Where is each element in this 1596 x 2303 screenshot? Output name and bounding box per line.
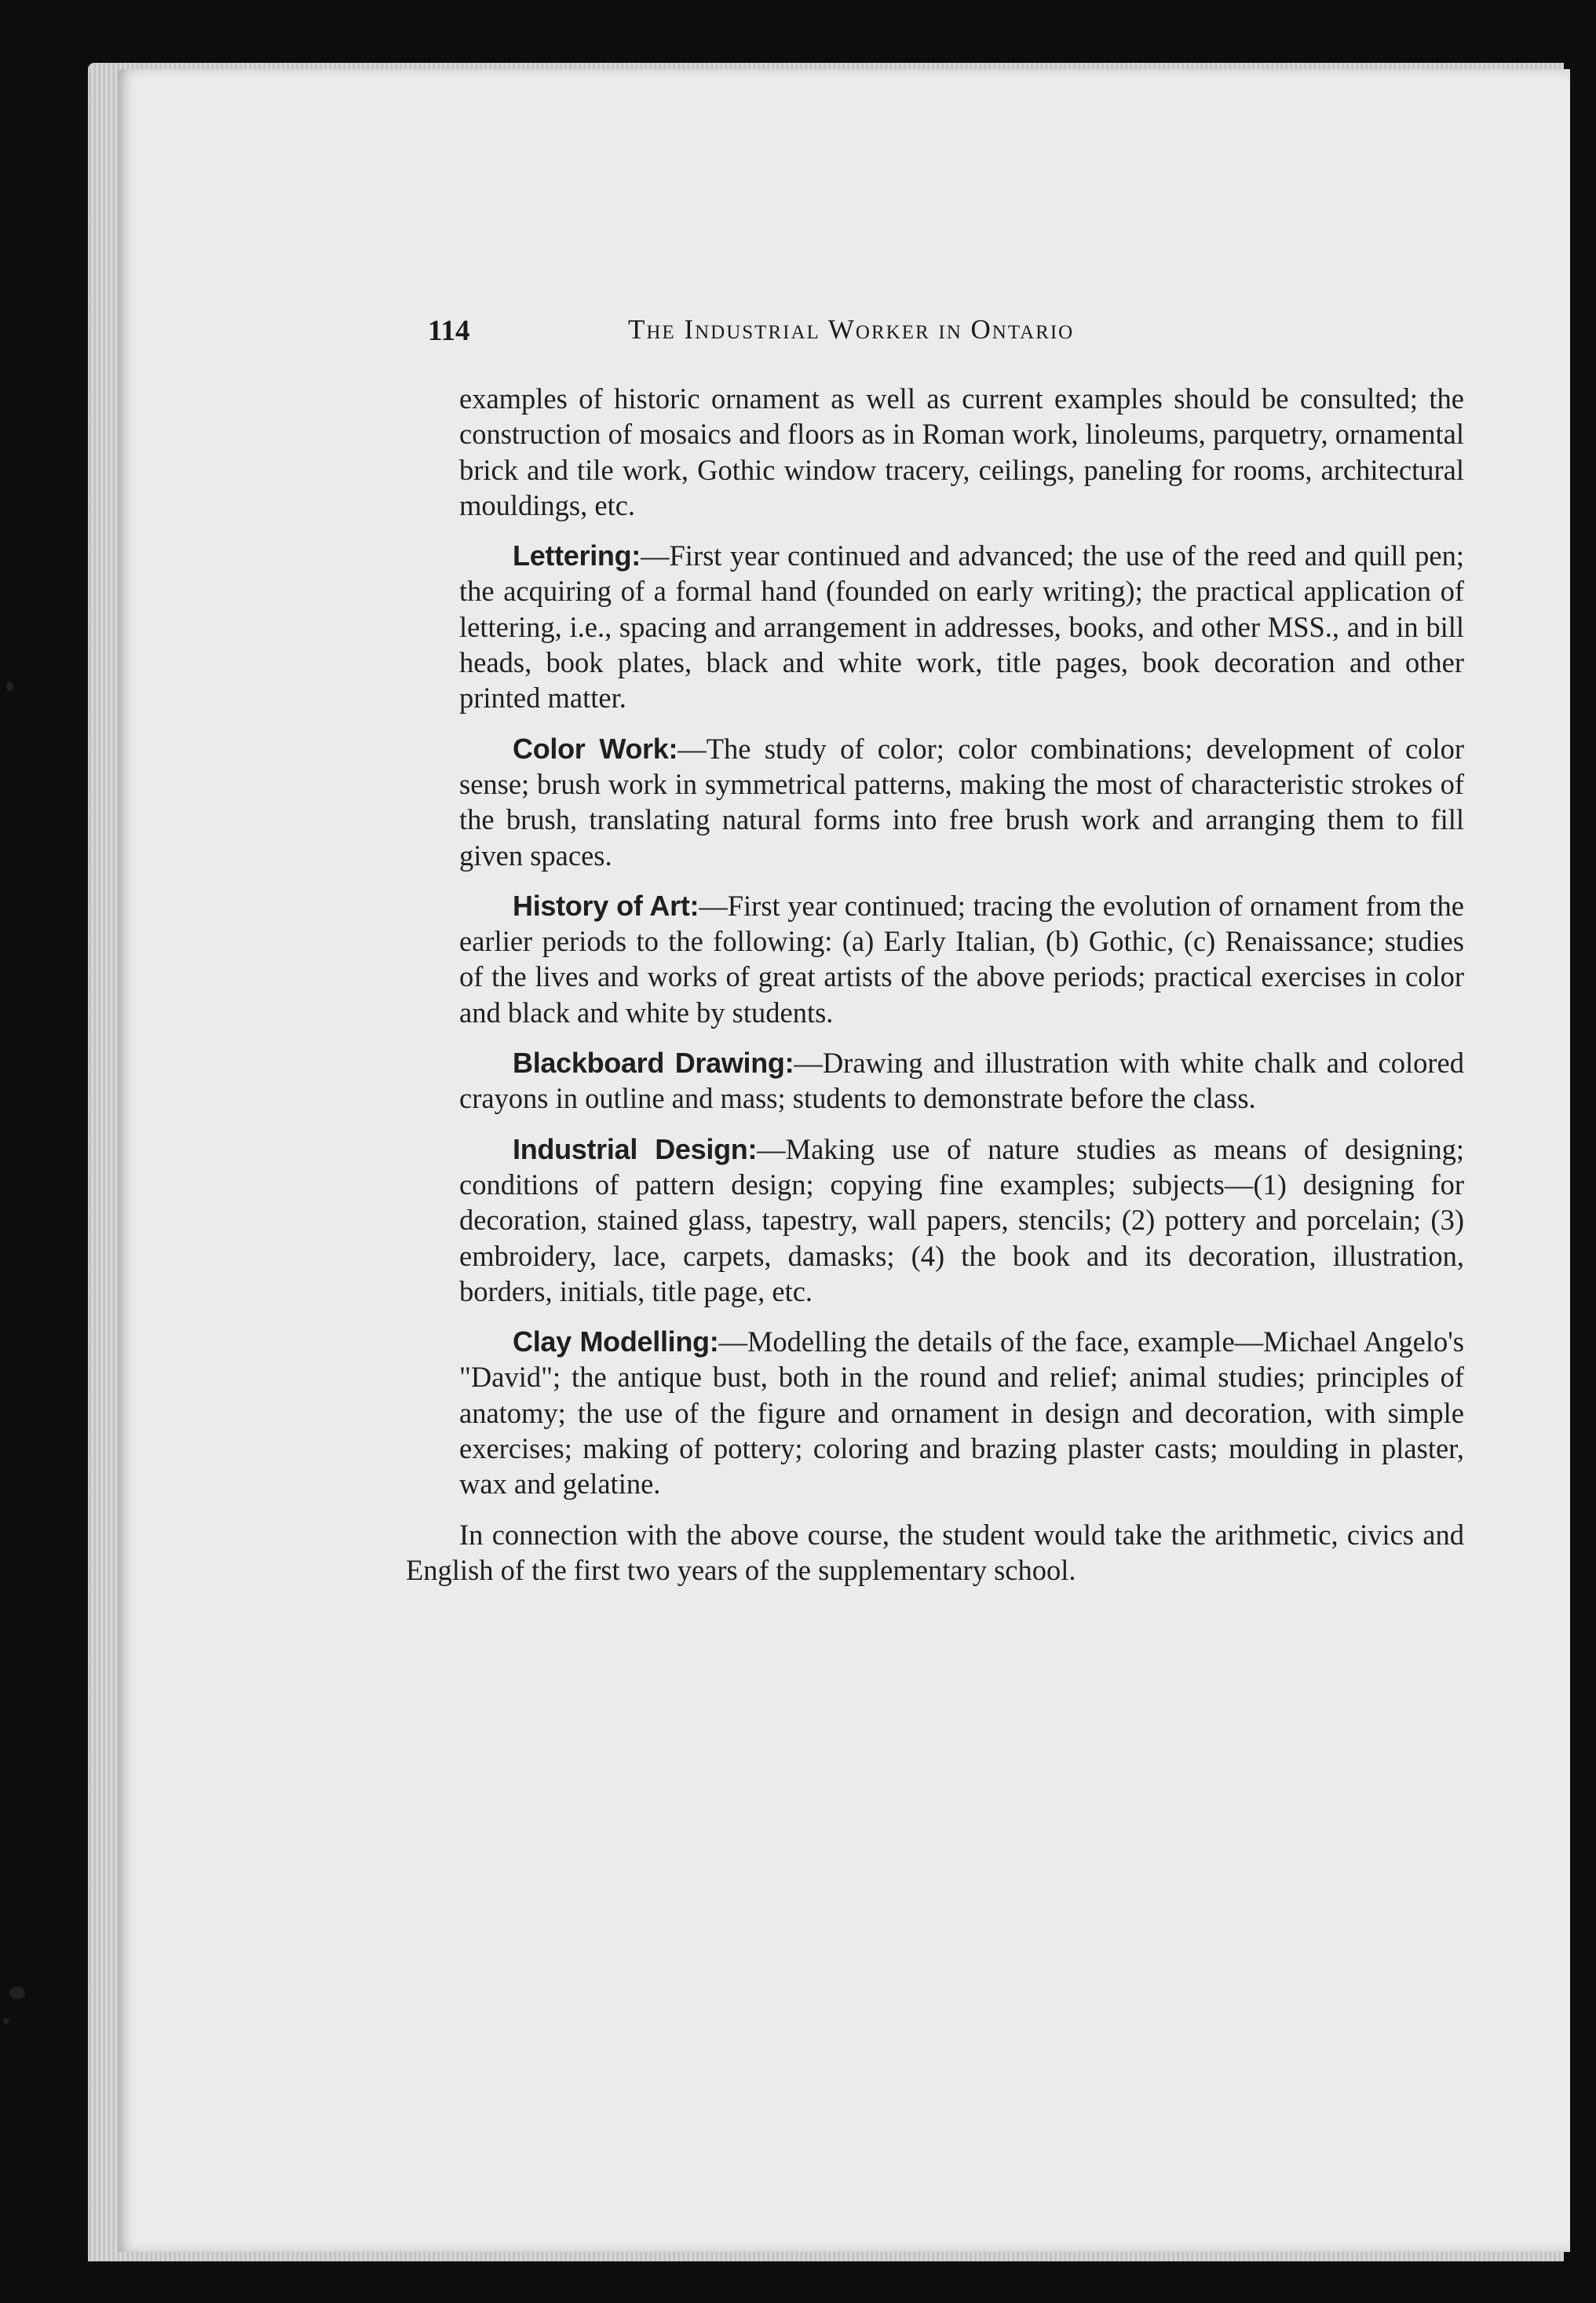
section-heading: Lettering: [513,539,641,572]
section-blackboard-drawing [459,1045,1464,1117]
section-text: —Making use of nature studies as means of designing; conditions of pattern design; copying fine examples; subjects—(1) designing for decoration, stained glass, tapestry, wall papers, stencils; (2) pottery and porcelain; (3) embroidery, lace, carpets, damasks; (4) the book and its decoration, illustration, borders, initials, title page, etc. [459,1132,1464,1307]
section-lettering [459,538,1464,715]
section-industrial-design [459,1131,1464,1309]
running-title: The Industrial Worker in Ontario [628,314,1075,345]
page-number: 114 [428,315,470,347]
section-text: —The study of color; color combinations; development of color sense; brush work in symmetrical patterns, making the most of characteristic strokes of the brush, translating natural forms into free brush work and arranging them to fill given spaces. [459,732,1464,872]
running-header [428,308,1448,355]
page-body [406,381,1464,1588]
closing-paragraph: In connection with the above course, the student would take the arithmetic, civics and English of the first two years of the supplementary school. [406,1518,1464,1586]
scan-speck [6,682,13,691]
section-text: —Modelling the details of the face, example—Michael Angelo's "David"; the antique bust, both in the round and relief; animal studies; principles of anatomy; the use of the figure and ornament in design and decoration, with simple exercises; making of pottery; coloring and brazing plaster casts; moulding in plaster, wax and gelatine. [459,1325,1464,1501]
section-heading: Blackboard Drawing: [513,1047,794,1080]
section-text: —First year continued; tracing the evolution of ornament from the earlier periods to the following: (a) Early Italian, (b) Gothic, (c) Renaissance; studies of the lives and works of great artists of the above periods; practical exercises in color and black and white by students. [459,889,1464,1029]
scan-speck [9,1987,25,1999]
section-text: —Drawing and illustration with white chalk and colored crayons in outline and mass; students to demonstrate before the class. [459,1047,1464,1115]
section-heading: Clay Modelling: [513,1325,719,1358]
section-heading: Industrial Design: [513,1132,758,1165]
section-color-work [459,731,1464,873]
section-heading: Color Work: [513,732,678,765]
scan-speck [3,2018,9,2024]
intro-paragraph: examples of historic ornament as well as current examples should be consulted; the construction of mosaics and floors as in Roman work, linoleums, parquetry, ornamental brick and tile work, Gothic window tracery, ceilings, paneling for rooms, architectural mouldings, etc. [459,382,1464,521]
section-text: —First year continued and advanced; the use of the reed and quill pen; the acquiring of a formal hand (founded on early writing); the practical application of lettering, i.e., spacing and arrangement in addresses, books, and other MSS., and in bill heads, book plates, black and white work, title pages, book decoration and other printed matter. [459,539,1464,715]
section-clay-modelling [459,1324,1464,1501]
section-history-of-art [459,888,1464,1030]
section-heading: History of Art: [513,889,699,922]
